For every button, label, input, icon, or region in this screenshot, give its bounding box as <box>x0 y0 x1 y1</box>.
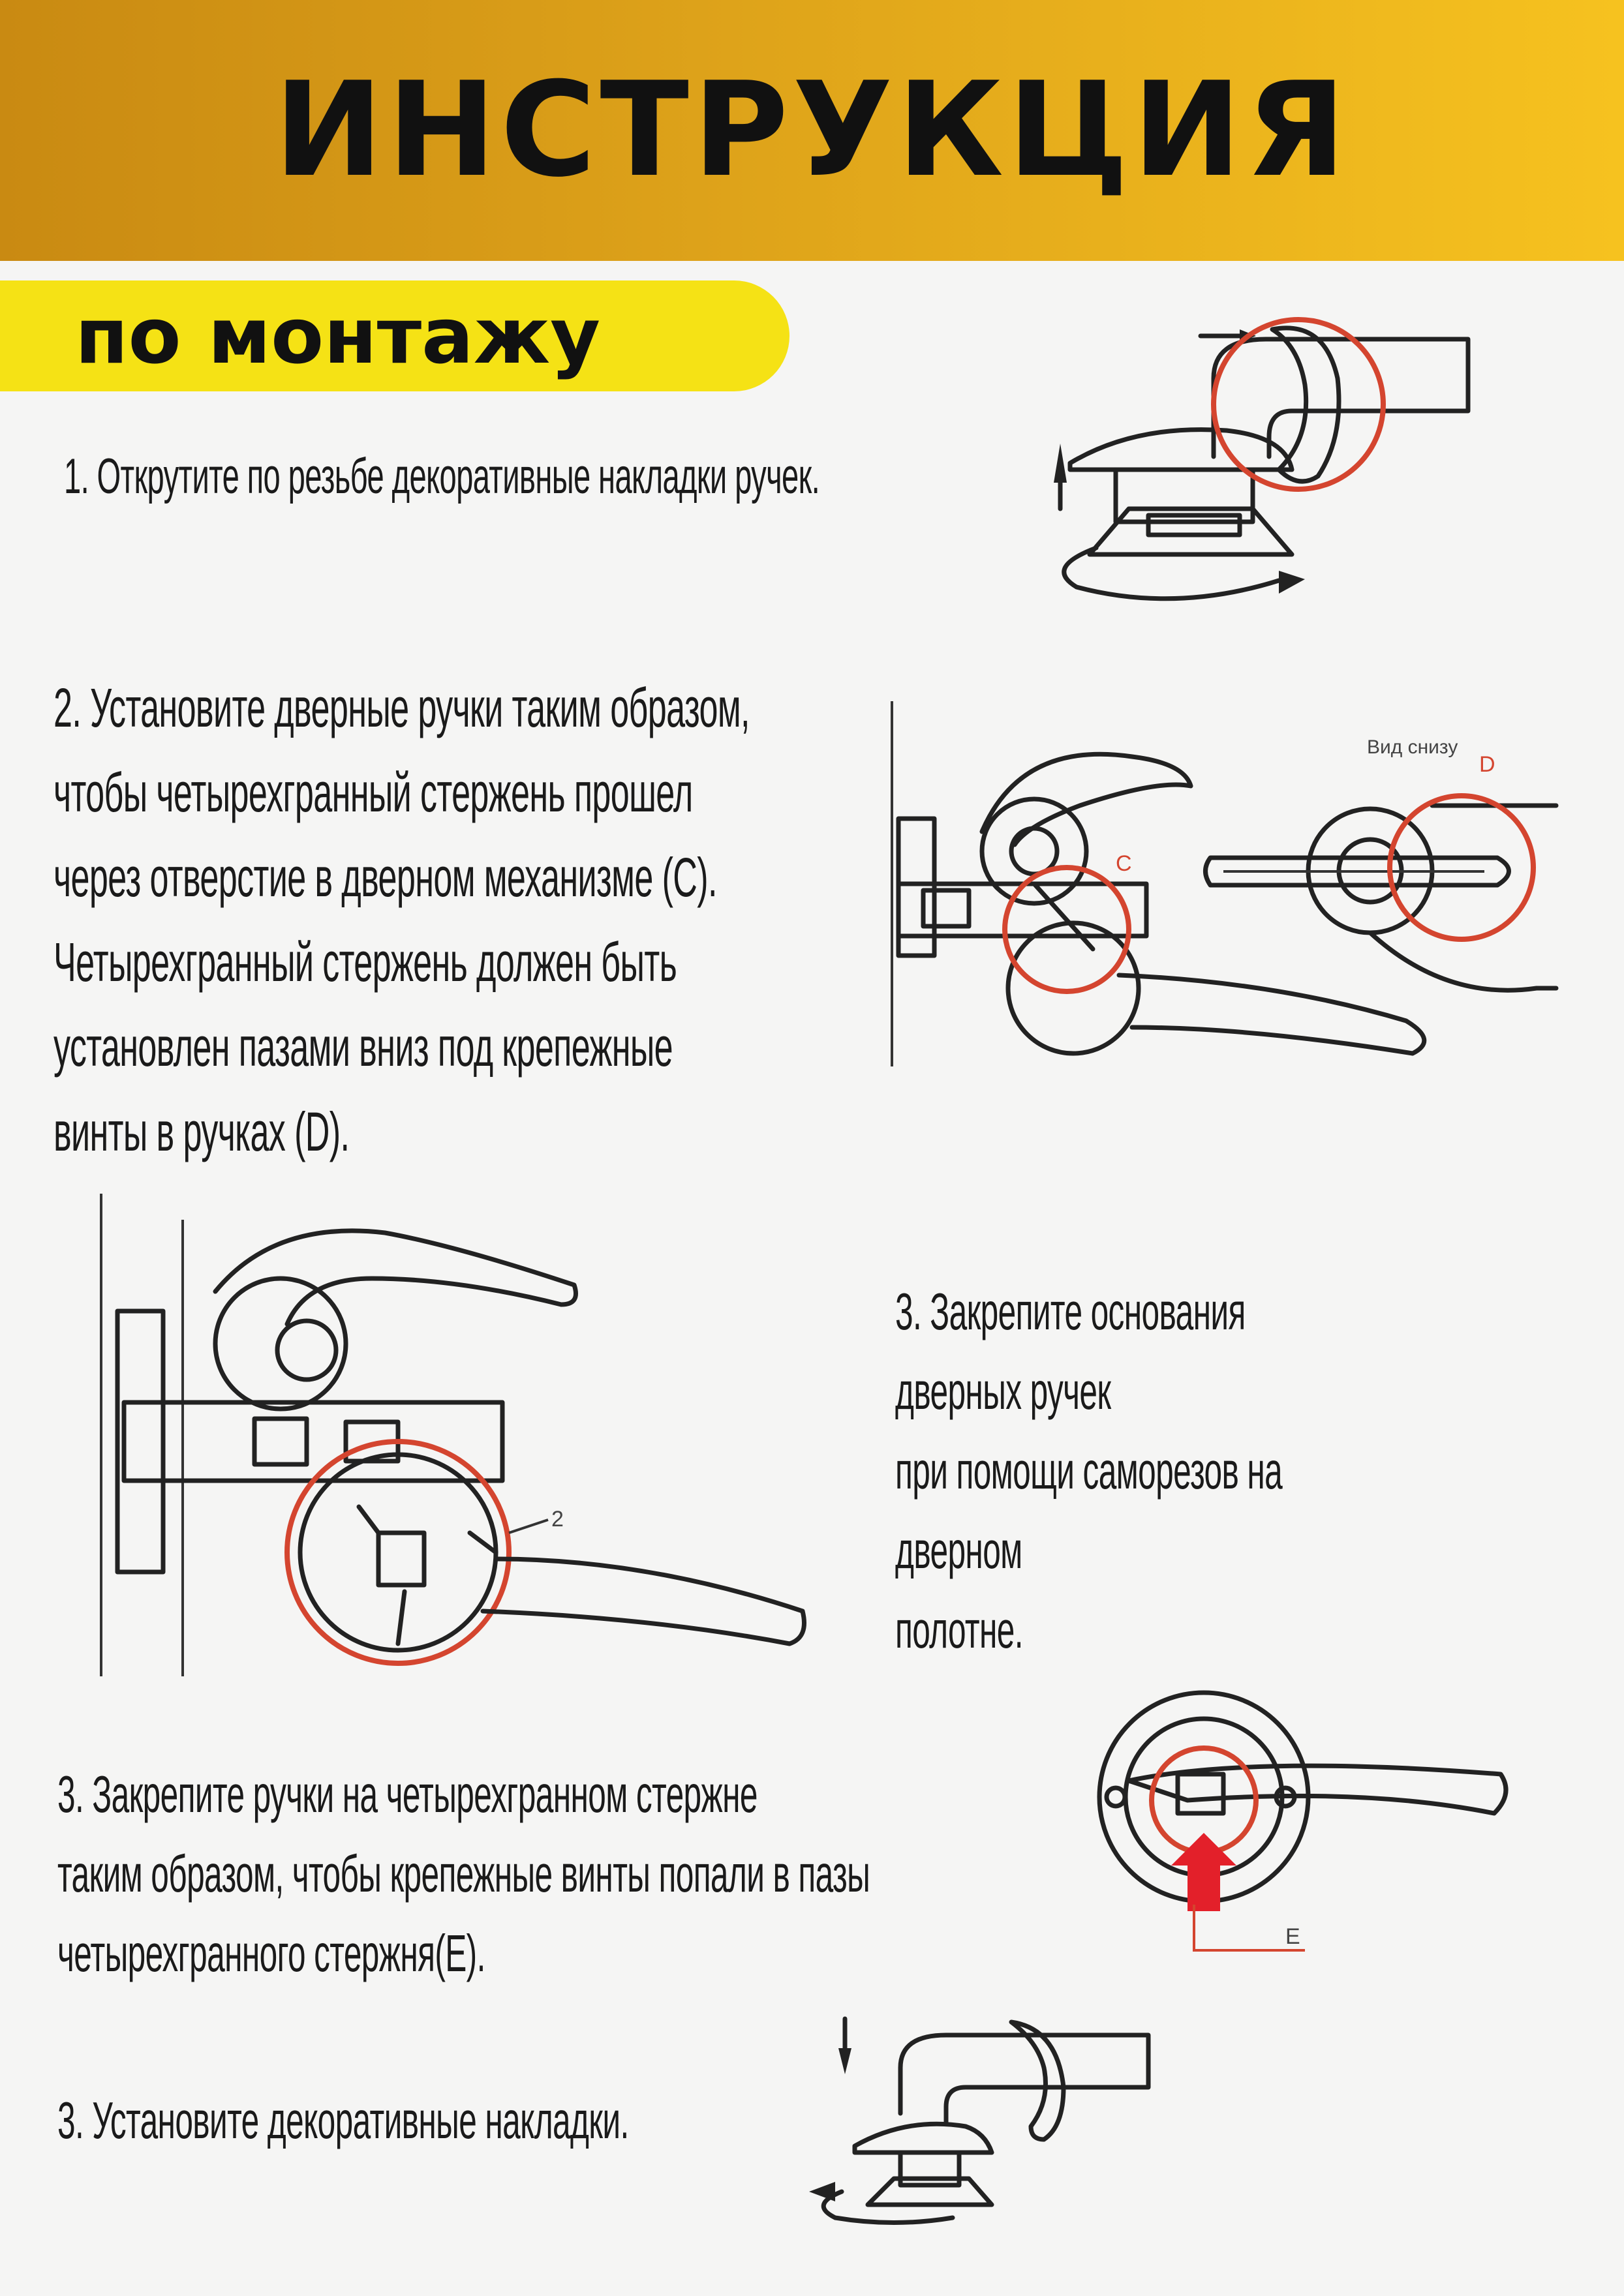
figure-fix-bases <box>91 1194 822 1689</box>
label-e: E <box>1285 1924 1300 1949</box>
figure-install-covers <box>796 2009 1161 2224</box>
figure-unscrew-cover <box>1018 307 1488 620</box>
step-3-text: 3. Закрепите основания дверных ручек при помощи саморезов на дверном полотне. <box>895 1282 1283 1659</box>
figure-install-handles <box>884 701 1556 1066</box>
page-title: ИНСТРУКЦИЯ <box>273 54 1351 206</box>
label-d: D <box>1479 752 1495 777</box>
step-2-text: 2. Установите дверные ручки таким образом, чтобы четырехгранный стержень прошел через отверстие в дверном механизме (С). Четырехгранный стержень должен быть установлен пазами вниз под крепежные винты в ручках (D). <box>54 677 750 1162</box>
label-screws: 2 <box>551 1507 564 1532</box>
label-bottom-view: Вид снизу <box>1367 736 1458 758</box>
step-4-text: 3. Закрепите ручки на четырехгранном стержне таким образом, чтобы крепежные винты попали в пазы четырехгранного стержня(Е). <box>57 1765 870 1982</box>
figure-fix-spindle <box>1090 1689 1514 1963</box>
svg-text:C: C <box>1116 851 1132 876</box>
step-5-text: 3. Установите декоративные накладки. <box>57 2091 629 2149</box>
step-1-text: 1. Открутите по резьбе декоративные накладки ручек. <box>64 449 820 504</box>
page-subtitle: по монтажу <box>75 291 601 381</box>
